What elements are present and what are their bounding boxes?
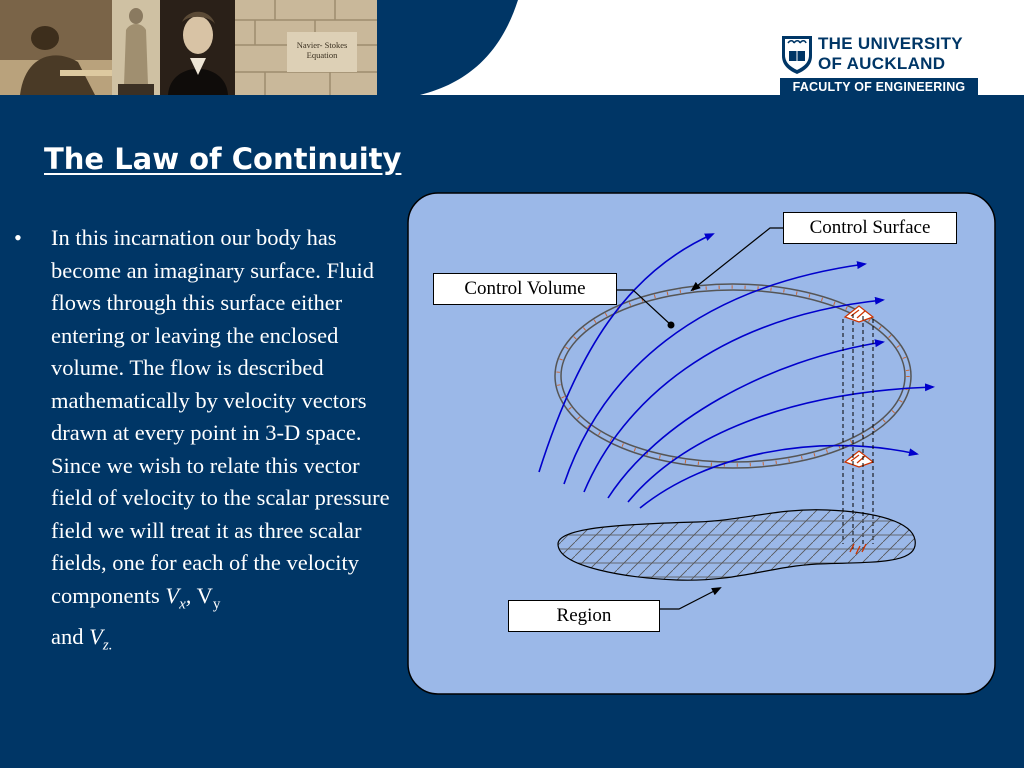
vz-symbol: V: [89, 623, 103, 649]
header-photo-strip: [0, 0, 377, 95]
body-paragraph: [51, 222, 394, 662]
and-text: and: [51, 623, 84, 649]
vx-comma: ,: [185, 582, 192, 608]
slide-title: The Law of Continuity: [44, 142, 402, 176]
diagram-svg: [407, 192, 996, 695]
photo-stone-wall: [235, 0, 377, 95]
photo-caption: Navier- Stokes Equation: [296, 40, 348, 60]
photo-statue: [112, 0, 160, 95]
body-text: [14, 222, 394, 662]
logo-line-2: OF AUCKLAND: [818, 54, 946, 73]
vy-symbol: V: [196, 582, 213, 608]
crest-icon: [780, 34, 814, 74]
logo-line-1: THE UNIVERSITY: [818, 34, 963, 53]
vx-symbol: V: [165, 582, 180, 608]
photo-philosopher: [0, 0, 112, 95]
logo-faculty: FACULTY OF ENGINEERING: [780, 78, 978, 96]
body-main-text: In this incarnation our body has become an imaginary surface. Fluid flows through this surface either entering or leaving the enclosed volume. The flow is described mathematically by velocity vectors drawn at every point in 3-D space. Since we wish to relate this vector field of velocity to the scalar pressure field we will treat it as three scalar fields, one for each of the velocity components: [51, 225, 390, 608]
continuity-diagram: [407, 192, 996, 695]
university-logo: [780, 34, 980, 98]
photo-portrait: [160, 0, 235, 95]
bullet-point: •: [14, 225, 22, 250]
vz-subscript: z.: [102, 637, 113, 653]
region-label: Region: [508, 600, 660, 632]
vx-subscript: x: [179, 596, 186, 612]
control-surface-label: Control Surface: [783, 212, 957, 244]
control-volume-label: Control Volume: [433, 273, 617, 305]
vy-subscript: y: [212, 596, 221, 612]
